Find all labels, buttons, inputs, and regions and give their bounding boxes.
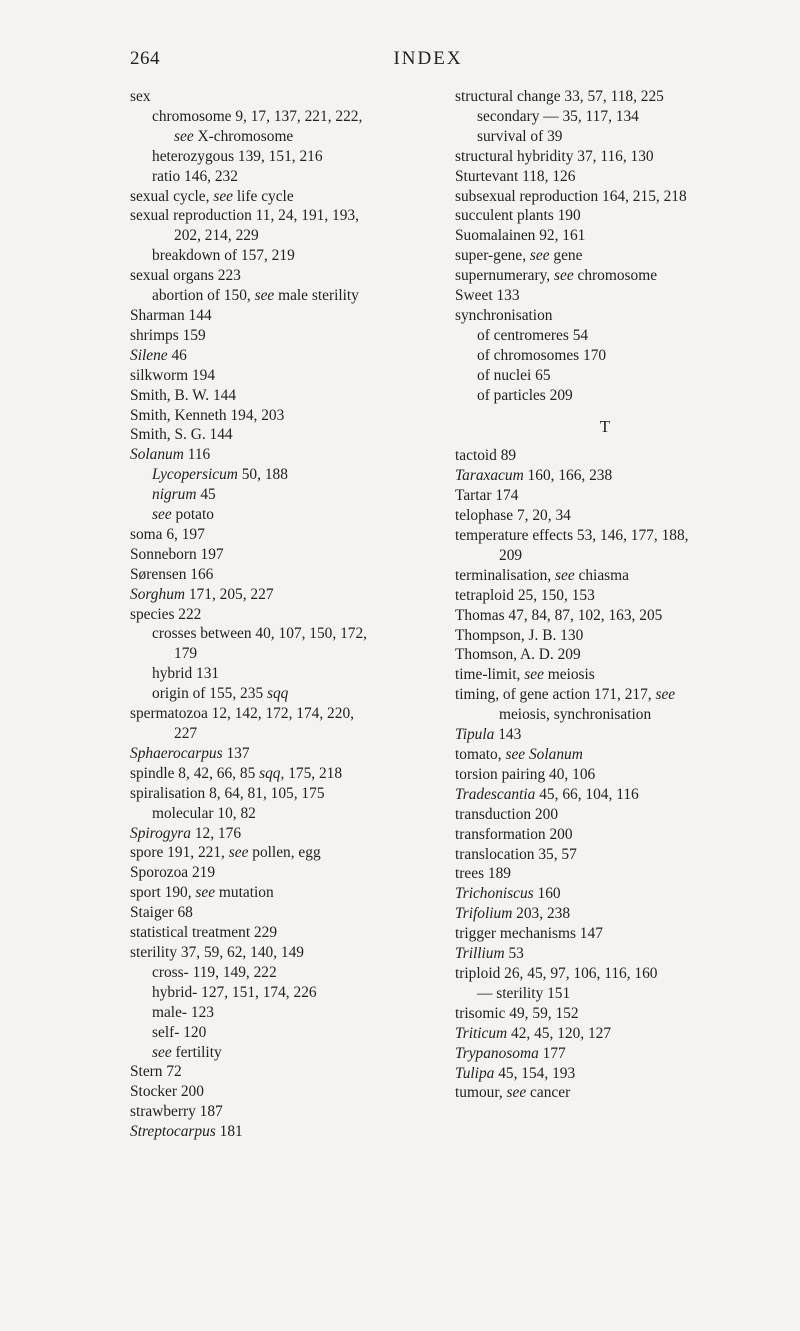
- entry-text: Sharman 144: [130, 306, 212, 324]
- index-entry: [130, 1082, 452, 1102]
- index-entry: [130, 983, 452, 1003]
- index-entry: [130, 485, 452, 505]
- index-entry: [455, 206, 755, 226]
- index-entry: [130, 246, 452, 266]
- entry-text: super-gene,: [455, 247, 530, 265]
- entry-text: sqq,: [259, 764, 285, 782]
- entry-text: nigrum: [152, 486, 197, 504]
- entry-text: gene: [549, 247, 583, 265]
- entry-text: chromosome: [573, 267, 658, 285]
- entry-text: Stern 72: [130, 1063, 182, 1081]
- entry-text: X-chromosome: [193, 127, 294, 145]
- entry-text: transformation 200: [455, 825, 573, 843]
- entry-text: 177: [538, 1044, 566, 1062]
- entry-text: Trypanosoma: [455, 1044, 539, 1062]
- index-entry: [455, 306, 755, 326]
- entry-text: Sphaerocarpus: [130, 744, 223, 762]
- index-entry: [455, 845, 755, 865]
- entry-text: see: [174, 127, 194, 145]
- entry-text: 143: [494, 726, 522, 744]
- entry-text: trigger mechanisms 147: [455, 925, 603, 943]
- entry-text: succulent plants 190: [455, 207, 581, 225]
- entry-text: strawberry 187: [130, 1103, 223, 1121]
- entry-text: 53: [504, 945, 524, 963]
- index-entry: [455, 526, 755, 546]
- index-entry: [455, 346, 755, 366]
- index-entry: [130, 87, 452, 107]
- entry-text: 203, 238: [512, 905, 571, 923]
- index-entry: [130, 386, 452, 406]
- entry-text: of nuclei 65: [477, 366, 551, 384]
- entry-text: meiosis, synchronisation: [499, 706, 652, 724]
- entry-text: survival of 39: [477, 127, 563, 145]
- entry-text: sterility 37, 59, 62, 140, 149: [130, 943, 304, 961]
- entry-text: Smith, Kenneth 194, 203: [130, 406, 285, 424]
- entry-text: see: [152, 1043, 172, 1061]
- index-entry: [455, 606, 755, 626]
- index-entry: [455, 127, 755, 147]
- entry-text: terminalisation,: [455, 566, 556, 584]
- entry-text: chromosome 9, 17, 137, 221, 222,: [152, 107, 363, 125]
- index-entry: [455, 944, 755, 964]
- index-entry: [455, 645, 755, 665]
- index-entry: [455, 1044, 755, 1064]
- index-entry: [455, 705, 755, 725]
- index-entry: [455, 785, 755, 805]
- index-entry: [455, 805, 755, 825]
- entry-text: timing, of gene action 171, 217,: [455, 686, 656, 704]
- entry-text: ratio 146, 232: [152, 167, 238, 185]
- entry-text: sexual reproduction 11, 24, 191, 193,: [130, 207, 359, 225]
- entry-text: chiasma: [574, 566, 629, 584]
- entry-text: 179: [174, 645, 198, 663]
- entry-text: tactoid 89: [455, 447, 517, 465]
- index-entry: [455, 366, 755, 386]
- index-entry: [455, 266, 755, 286]
- entry-text: Trifolium: [455, 905, 513, 923]
- index-entry: [455, 685, 755, 705]
- index-entry: [455, 765, 755, 785]
- entry-text: spiralisation 8, 64, 81, 105, 175: [130, 784, 325, 802]
- page-header: [130, 48, 726, 78]
- index-column-left: [130, 87, 452, 1142]
- entry-text: 181: [215, 1123, 243, 1141]
- entry-text: sport 190,: [130, 884, 196, 902]
- entry-text: see: [254, 287, 275, 305]
- index-entry: [130, 843, 452, 863]
- index-entry: [130, 963, 452, 983]
- index-entry: [455, 626, 755, 646]
- index-entry: [455, 825, 755, 845]
- entry-text: breakdown of 157, 219: [152, 247, 295, 265]
- entry-text: silkworm 194: [130, 366, 216, 384]
- index-entry: [130, 943, 452, 963]
- index-entry: [455, 1004, 755, 1024]
- entry-text: see: [524, 666, 544, 684]
- index-entry: [455, 466, 755, 486]
- index-entry: [130, 664, 452, 684]
- index-entry: [455, 1083, 755, 1103]
- entry-text: Streptocarpus: [130, 1123, 216, 1141]
- entry-text: Sonneborn 197: [130, 545, 224, 563]
- entry-text: sexual organs 223: [130, 267, 241, 285]
- entry-text: 42, 45, 120, 127: [507, 1024, 612, 1042]
- entry-text: of chromosomes 170: [477, 346, 607, 364]
- entry-text: Trichoniscus: [455, 885, 534, 903]
- entry-text: statistical treatment 229: [130, 924, 278, 942]
- entry-text: see: [555, 566, 575, 584]
- index-entry: [130, 346, 452, 366]
- entry-text: Smith, B. W. 144: [130, 386, 237, 404]
- entry-text: Trillium: [455, 945, 505, 963]
- entry-text: 45: [196, 486, 216, 504]
- entry-text: sex: [130, 88, 151, 105]
- entry-text: see: [506, 1084, 527, 1102]
- index-entry: [455, 1064, 755, 1084]
- entry-text: 160, 166, 238: [523, 467, 613, 485]
- index-entry: [130, 644, 452, 664]
- entry-text: Stocker 200: [130, 1083, 204, 1101]
- entry-text: see: [529, 247, 550, 265]
- index-entry: [130, 107, 452, 127]
- index-entry: [130, 605, 452, 625]
- entry-text: hybrid- 127, 151, 174, 226: [152, 983, 317, 1001]
- index-entry: [455, 506, 755, 526]
- entry-text: temperature effects 53, 146, 177, 188,: [455, 527, 689, 545]
- index-entry: [130, 684, 452, 704]
- index-entry: [130, 406, 452, 426]
- index-entry: [130, 147, 452, 167]
- entry-text: Suomalainen 92, 161: [455, 227, 586, 245]
- entry-text: trisomic 49, 59, 152: [455, 1004, 579, 1022]
- index-entry: [455, 884, 755, 904]
- entry-text: Thomson, A. D. 209: [455, 646, 581, 664]
- index-entry: [455, 87, 755, 107]
- index-entry: [455, 446, 755, 466]
- entry-text: 209: [499, 546, 523, 564]
- entry-text: pollen, egg: [248, 844, 321, 862]
- entry-text: Taraxacum: [455, 467, 524, 485]
- entry-text: Tulipa: [455, 1064, 495, 1082]
- index-entry: [130, 883, 452, 903]
- entry-text: soma 6, 197: [130, 525, 205, 543]
- entry-text: Sorghum: [130, 585, 186, 603]
- entry-text: of particles 209: [477, 386, 573, 404]
- entry-text: Thomas 47, 84, 87, 102, 163, 205: [455, 606, 663, 624]
- entry-text: 45, 66, 104, 116: [535, 785, 639, 803]
- entry-text: 175, 218: [284, 764, 343, 782]
- entry-text: 227: [174, 725, 198, 742]
- entry-text: see: [195, 884, 216, 902]
- entry-text: see: [213, 187, 233, 205]
- index-entry: [130, 187, 452, 207]
- index-entry: [130, 505, 452, 525]
- entry-text: torsion pairing 40, 106: [455, 765, 596, 783]
- index-entry: [455, 864, 755, 884]
- entry-text: molecular 10, 82: [152, 804, 256, 822]
- entry-text: supernumerary,: [455, 267, 555, 285]
- entry-text: abortion of 150,: [152, 287, 255, 305]
- entry-text: spore 191, 221,: [130, 844, 229, 862]
- entry-text: male- 123: [152, 1003, 214, 1021]
- entry-text: meiosis: [543, 666, 595, 684]
- index-entry: [130, 704, 452, 724]
- index-entry: [455, 546, 755, 566]
- index-entry: [130, 764, 452, 784]
- entry-text: potato: [171, 506, 214, 524]
- entry-text: cancer: [526, 1084, 571, 1102]
- entry-text: Tipula: [455, 726, 495, 744]
- index-entry: [455, 246, 755, 266]
- index-entry: [455, 924, 755, 944]
- section-letter: [455, 406, 755, 447]
- entry-text: translocation 35, 57: [455, 845, 577, 863]
- entry-text: species 222: [130, 605, 202, 623]
- entry-text: 50, 188: [237, 466, 288, 484]
- entry-text: trees 189: [455, 865, 511, 883]
- entry-text: 171, 205, 227: [185, 585, 274, 603]
- entry-text: life cycle: [232, 187, 294, 205]
- index-entry: [130, 545, 452, 565]
- index-entry: [130, 206, 452, 226]
- index-entry: [455, 745, 755, 765]
- entry-text: T: [599, 416, 611, 436]
- index-entry: [130, 1062, 452, 1082]
- entry-text: spermatozoa 12, 142, 172, 174, 220,: [130, 705, 354, 723]
- index-entry: [130, 525, 452, 545]
- index-entry: [130, 266, 452, 286]
- entry-text: shrimps 159: [130, 326, 206, 344]
- index-entry: [130, 923, 452, 943]
- entry-text: Staiger 68: [130, 904, 193, 922]
- index-entry: [455, 167, 755, 187]
- index-entry: [455, 566, 755, 586]
- entry-text: Spirogyra: [130, 824, 191, 842]
- entry-text: of centromeres 54: [477, 326, 589, 344]
- entry-text: spindle 8, 42, 66, 85: [130, 764, 260, 782]
- entry-text: Thompson, J. B. 130: [455, 626, 584, 644]
- entry-text: 46: [167, 346, 187, 364]
- entry-text: tomato,: [455, 746, 506, 763]
- index-entry: [130, 1102, 452, 1122]
- index-entry: [130, 624, 452, 644]
- index-entry: [130, 445, 452, 465]
- index-entry: [130, 465, 452, 485]
- entry-text: male sterility: [274, 287, 359, 305]
- entry-text: Sturtevant 118, 126: [455, 167, 576, 185]
- entry-text: Tradescantia: [455, 785, 536, 803]
- entry-text: sexual cycle,: [130, 187, 214, 205]
- entry-text: Triticum: [455, 1024, 508, 1042]
- entry-text: synchronisation: [455, 306, 553, 324]
- entry-text: transduction 200: [455, 805, 559, 823]
- index-entry: [455, 725, 755, 745]
- entry-text: — sterility 151: [477, 984, 571, 1002]
- entry-text: structural change 33, 57, 118, 225: [455, 88, 664, 105]
- index-entry: [130, 784, 452, 804]
- entry-text: Smith, S. G. 144: [130, 426, 233, 444]
- index-entry: [130, 903, 452, 923]
- index-entry: [455, 1024, 755, 1044]
- index-entry: [130, 366, 452, 386]
- entry-text: see Solanum: [505, 746, 583, 763]
- entry-text: 202, 214, 229: [174, 227, 259, 245]
- index-entry: [130, 286, 452, 306]
- entry-text: secondary — 35, 117, 134: [477, 107, 639, 125]
- entry-text: Tartar 174: [455, 487, 519, 505]
- entry-text: mutation: [215, 884, 274, 902]
- entry-text: origin of 155, 235: [152, 685, 267, 703]
- index-entry: [455, 326, 755, 346]
- index-entry: [455, 486, 755, 506]
- index-entry: [130, 167, 452, 187]
- index-entry: [455, 386, 755, 406]
- entry-text: 45, 154, 193: [494, 1064, 576, 1082]
- index-entry: [455, 964, 755, 984]
- index-entry: [130, 585, 452, 605]
- entry-text: Sweet 133: [455, 287, 520, 305]
- entry-text: 116: [183, 446, 211, 464]
- entry-text: see: [554, 267, 574, 285]
- entry-text: hybrid 131: [152, 665, 220, 683]
- index-entry: [130, 425, 452, 445]
- entry-text: Sørensen 166: [130, 565, 214, 583]
- entry-text: triploid 26, 45, 97, 106, 116, 160: [455, 964, 658, 982]
- index-entry: [455, 984, 755, 1004]
- entry-text: fertility: [171, 1043, 222, 1061]
- entry-text: Silene: [130, 346, 168, 364]
- index-entry: [455, 147, 755, 167]
- index-entry: [130, 1003, 452, 1023]
- entry-text: self- 120: [152, 1023, 207, 1041]
- index-entry: [130, 724, 452, 744]
- index-entry: [130, 326, 452, 346]
- entry-text: tetraploid 25, 150, 153: [455, 586, 595, 604]
- index-entry: [130, 1122, 452, 1142]
- entry-text: subsexual reproduction 164, 215, 218: [455, 187, 687, 205]
- page-number: 264: [130, 48, 160, 69]
- entry-text: Lycopersicum: [152, 466, 238, 484]
- entry-text: time-limit,: [455, 666, 525, 684]
- entry-text: 137: [222, 744, 250, 762]
- entry-text: heterozygous 139, 151, 216: [152, 147, 323, 165]
- index-entry: [130, 565, 452, 585]
- index-entry: [130, 804, 452, 824]
- index-entry: [455, 226, 755, 246]
- entry-text: structural hybridity 37, 116, 130: [455, 147, 654, 165]
- entry-text: telophase 7, 20, 34: [455, 507, 571, 525]
- entry-text: see: [655, 686, 676, 704]
- entry-text: tumour,: [455, 1084, 507, 1102]
- entry-text: see: [152, 506, 172, 524]
- index-entry: [130, 1043, 452, 1063]
- index-entry: [130, 1023, 452, 1043]
- index-entry: [455, 904, 755, 924]
- index-entry: [455, 586, 755, 606]
- index-entry: [130, 863, 452, 883]
- index-entry: [455, 187, 755, 207]
- entry-text: cross- 119, 149, 222: [152, 963, 277, 981]
- entry-text: Sporozoa 219: [130, 864, 216, 882]
- index-entry: [130, 127, 452, 147]
- index-entry: [130, 824, 452, 844]
- entry-text: see: [228, 844, 249, 862]
- index-entry: [455, 665, 755, 685]
- entry-text: 160: [533, 885, 561, 903]
- entry-text: 12, 176: [191, 824, 242, 842]
- page-title: INDEX: [393, 48, 463, 69]
- entry-text: Solanum: [130, 446, 184, 464]
- index-entry: [455, 107, 755, 127]
- index-entry: [455, 286, 755, 306]
- index-entry: [130, 744, 452, 764]
- index-column-right: [455, 87, 755, 1103]
- index-entry: [130, 226, 452, 246]
- entry-text: sqq: [267, 685, 289, 703]
- entry-text: crosses between 40, 107, 150, 172,: [152, 625, 368, 643]
- index-entry: [130, 306, 452, 326]
